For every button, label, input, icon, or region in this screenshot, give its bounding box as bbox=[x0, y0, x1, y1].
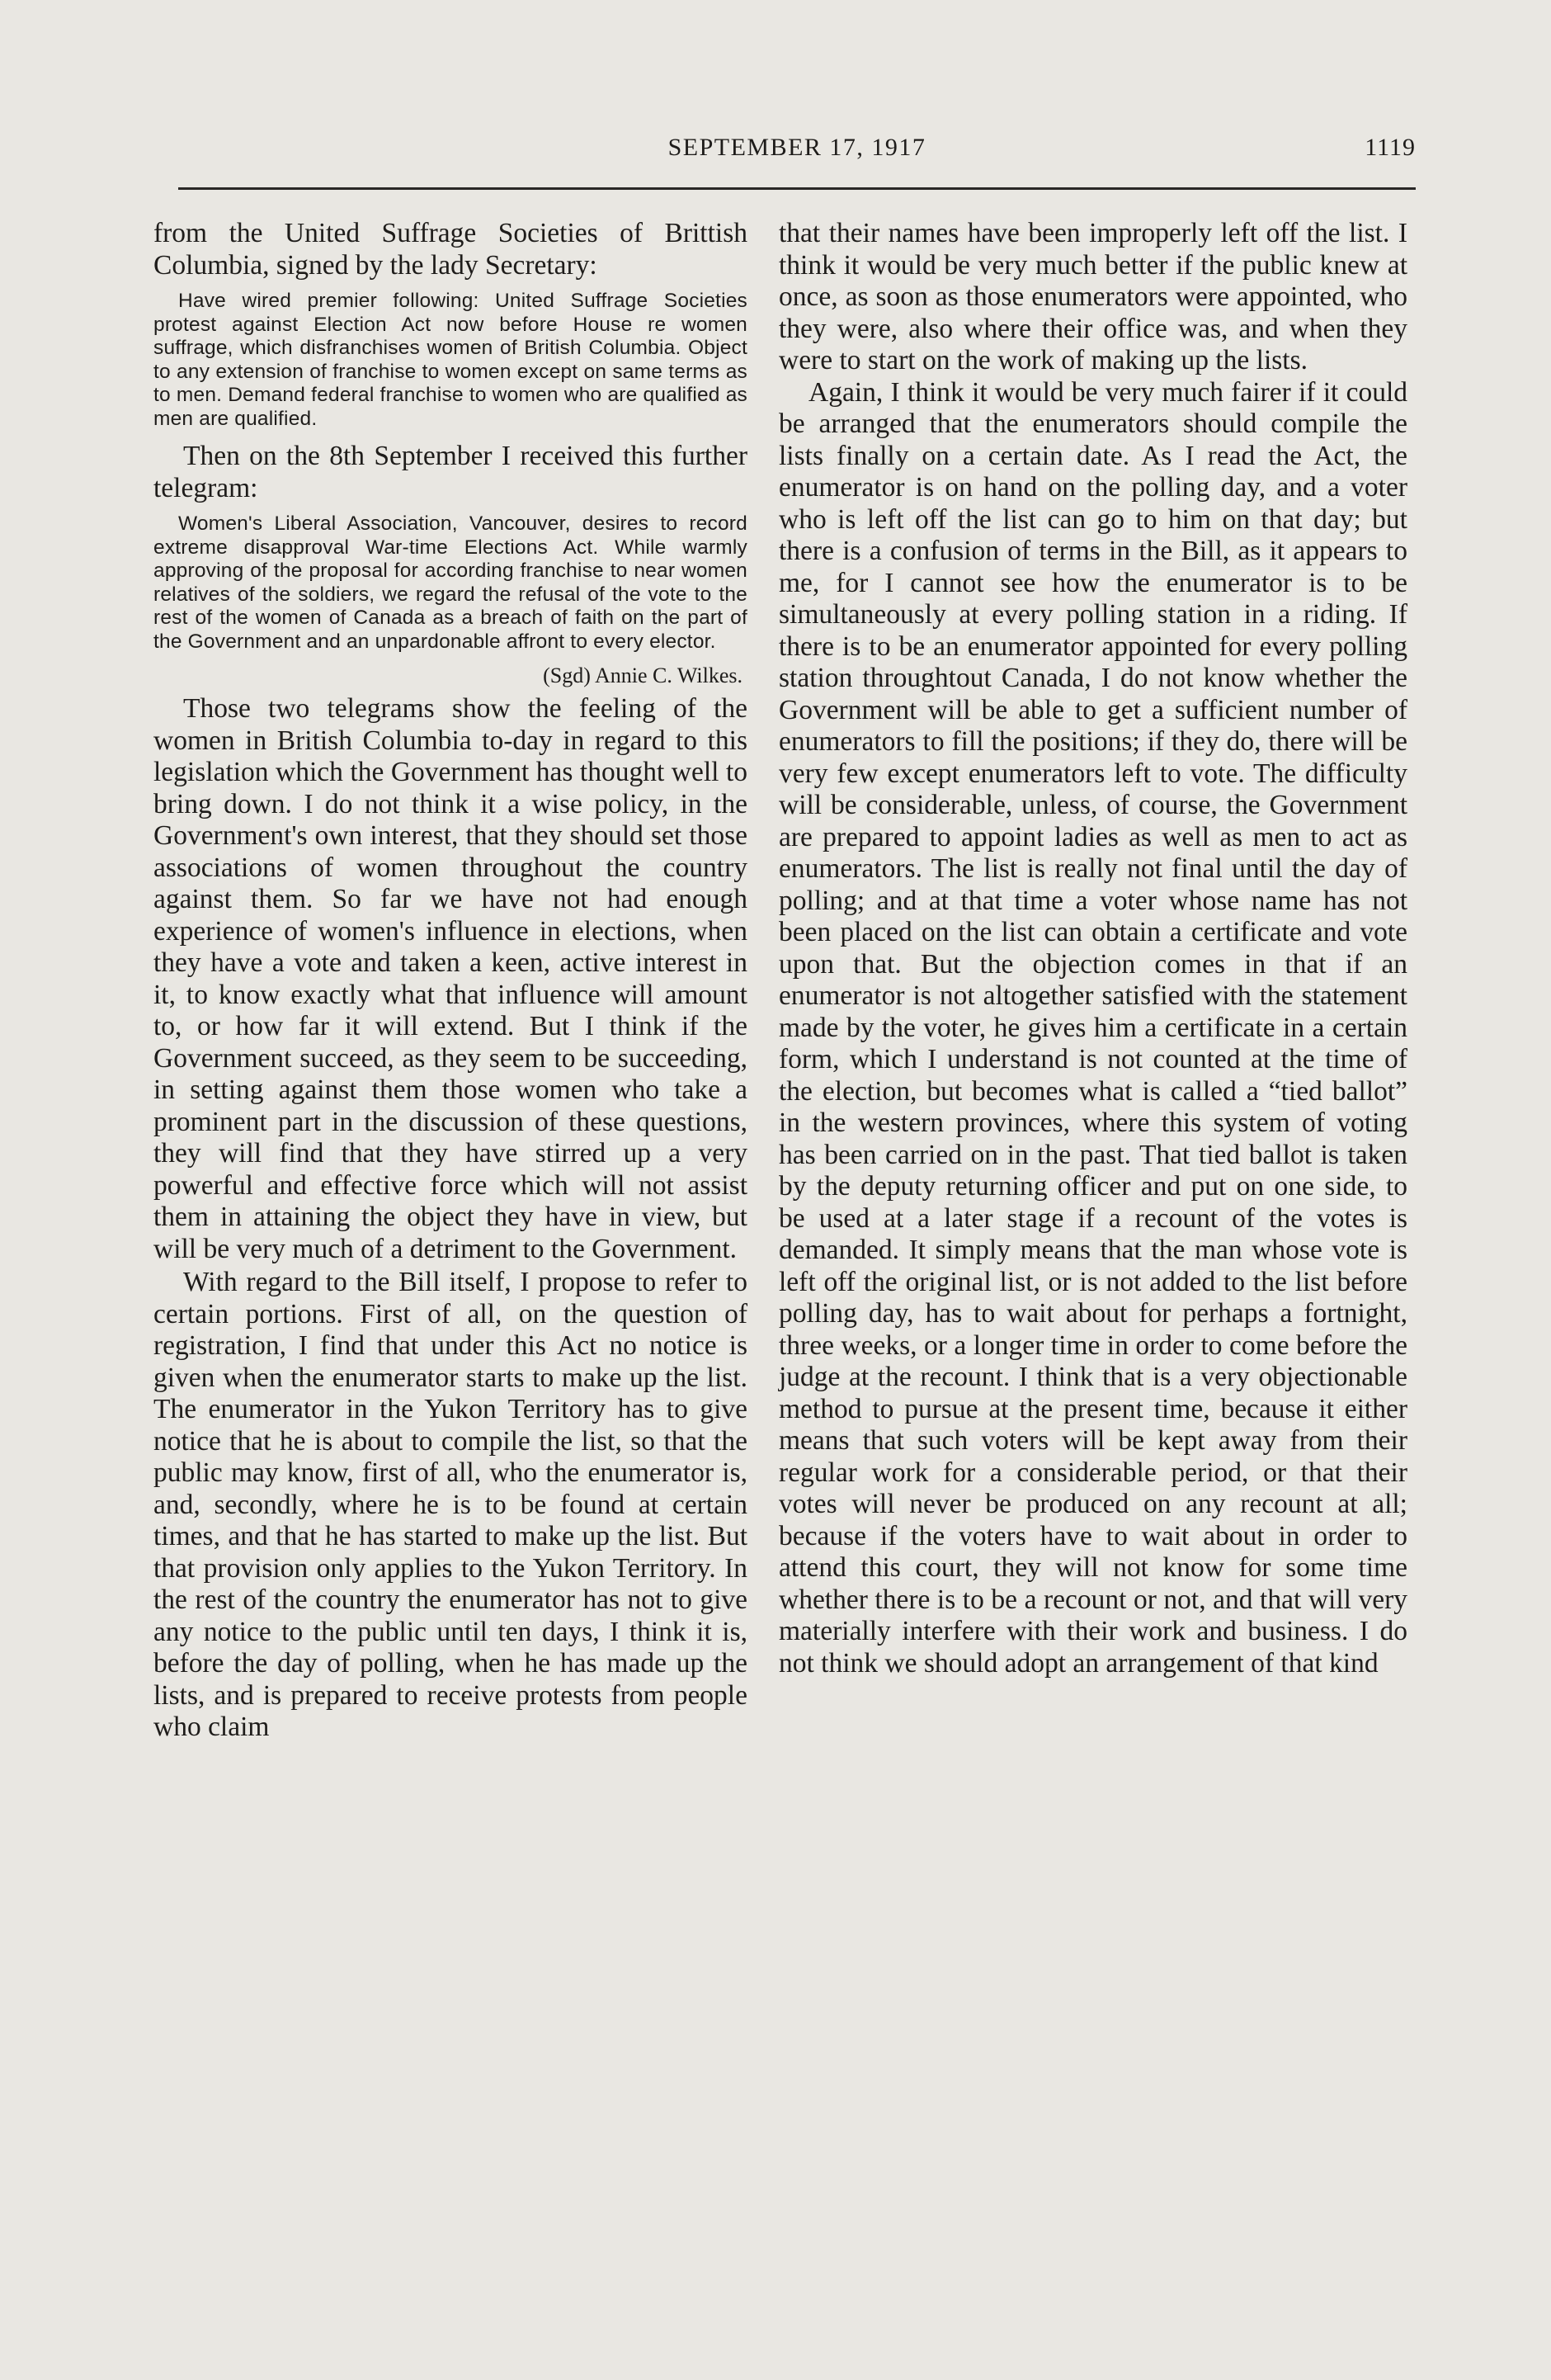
left-column bbox=[153, 218, 747, 1744]
telegram-signature: (Sgd) Annie C. Wilkes. bbox=[543, 663, 742, 687]
left-paragraph-2: Then on the 8th September I received this further telegram: bbox=[153, 441, 747, 503]
page-header bbox=[178, 134, 1416, 170]
right-paragraph-2: Again, I think it would be very much fairer if it could be arranged that the enumerators should compile the lists finally on a certain date. As I read the Act, the enumerator is on hand on the polling day, and a voter who is left off the list can go to him on that day; but there is a confusion of terms in the Bill, as it appears to me, for I cannot see how the enumerator is to be simultaneously at every polling station in a riding. If there is to be an enumerator appointed for every polling station throughtout Canada, I do not know whether the Government will be able to get a sufficient number of enumerators to fill the positions; if they do, there will be very few except enumerators left to vote. The difficulty will be considerable, unless, of course, the Government are prepared to appoint ladies as well as men to act as enumerators. The list is really not final until the day of polling; and at that time a voter whose name has not been placed on the list can obtain a certificate and vote upon that. But the objection comes in that if an enumerator is not altogether satisfied with the statement made by the voter, he gives him a certificate in a certain form, which I understand is not counted at the time of the election, but becomes what is called a “tied ballot” in the western provinces, where this system of voting has been carried on in the past. That tied ballot is taken by the deputy returning officer and put on one side, to be used at a later stage if a recount of the votes is demanded. It simply means that the man whose vote is left off the original list, or is not added to the list before polling day, has to wait about for perhaps a fortnight, three weeks, or a longer time in order to come before the judge at the recount. I think that is a very objectionable method to pursue at the present time, because it either means that such voters will be kept away from their regular work for a considerable period, or that their votes will never be produced on any recount at all; because if the voters have to wait about in order to attend this court, they will not know for some time whether there is to be a recount or not, and that will very materially interfere with their work and business. I do not think we should adopt an arrangement of that kind bbox=[779, 376, 1407, 1679]
page-number: 1119 bbox=[1365, 134, 1416, 161]
left-paragraph-1: from the United Suffrage Societies of Brittish Columbia, signed by the lady Secretary: bbox=[153, 218, 747, 281]
header-rule bbox=[178, 187, 1416, 190]
left-paragraph-4: With regard to the Bill itself, I propose to refer to certain portions. First of all, on the question of registration, I find that under this Act no notice is given when the enumerator starts to make up the list. The enumerator in the Yukon Territory has to give notice that he is about to compile the list, so that the public may know, first of all, who the enumerator is, and, secondly, where he is to be found at certain times, and that he has started to make up the list. But that provision only applies to the Yukon Territory. In the rest of the country the enumerator has not to give any notice to the public until ten days, I think it is, before the day of polling, when he has made up the lists, and is prepared to receive protests from people who claim bbox=[153, 1267, 747, 1742]
right-column bbox=[779, 218, 1407, 1679]
left-paragraph-3: Those two telegrams show the feeling of the women in British Columbia to-day in regard to this legislation which the Government has thought well to bring down. I do not think it a wise policy, in the Government's own interest, that they should set those associations of women throughout the country against them. So far we have not had enough experience of women's influence in elections, when they have a vote and taken a keen, active interest in it, to know exactly what that influence will amount to, or how far it will extend. But I think if the Government succeed, as they seem to be succeeding, in setting against them those women who take a prominent part in the discussion of these questions, they will find that they have stirred up a very powerful and effective force which will not assist them in attaining the object they have in view, but will be very much of a detriment to the Government. bbox=[153, 693, 747, 1264]
running-head-date: SEPTEMBER 17, 1917 bbox=[667, 134, 926, 161]
telegram-quote-liberal-association: Women's Liberal Association, Vancouver, desires to record extreme disapproval War-time Elections Act. While warmly approving of the proposal for according franchise to near women relatives of the soldiers, we regard the refusal of the vote to the rest of the women of Canada as a breach of faith on the part of the Government and an unpardonable affront to every elector. bbox=[153, 512, 747, 653]
telegram-quote-suffrage-societies: Have wired premier following: United Suffrage Societies protest against Election Act now before House re women suffrage, which disfranchises women of British Columbia. Object to any extension of franchise to women except on same terms as to men. Demand federal franchise to women who are qualified as men are qualified. bbox=[153, 290, 747, 430]
right-paragraph-1: that their names have been improperly left off the list. I think it would be very much better if the public knew at once, as soon as those enumerators were appointed, who they were, also where their office was, and when they were to start on the work of making up the lists. bbox=[779, 218, 1407, 375]
